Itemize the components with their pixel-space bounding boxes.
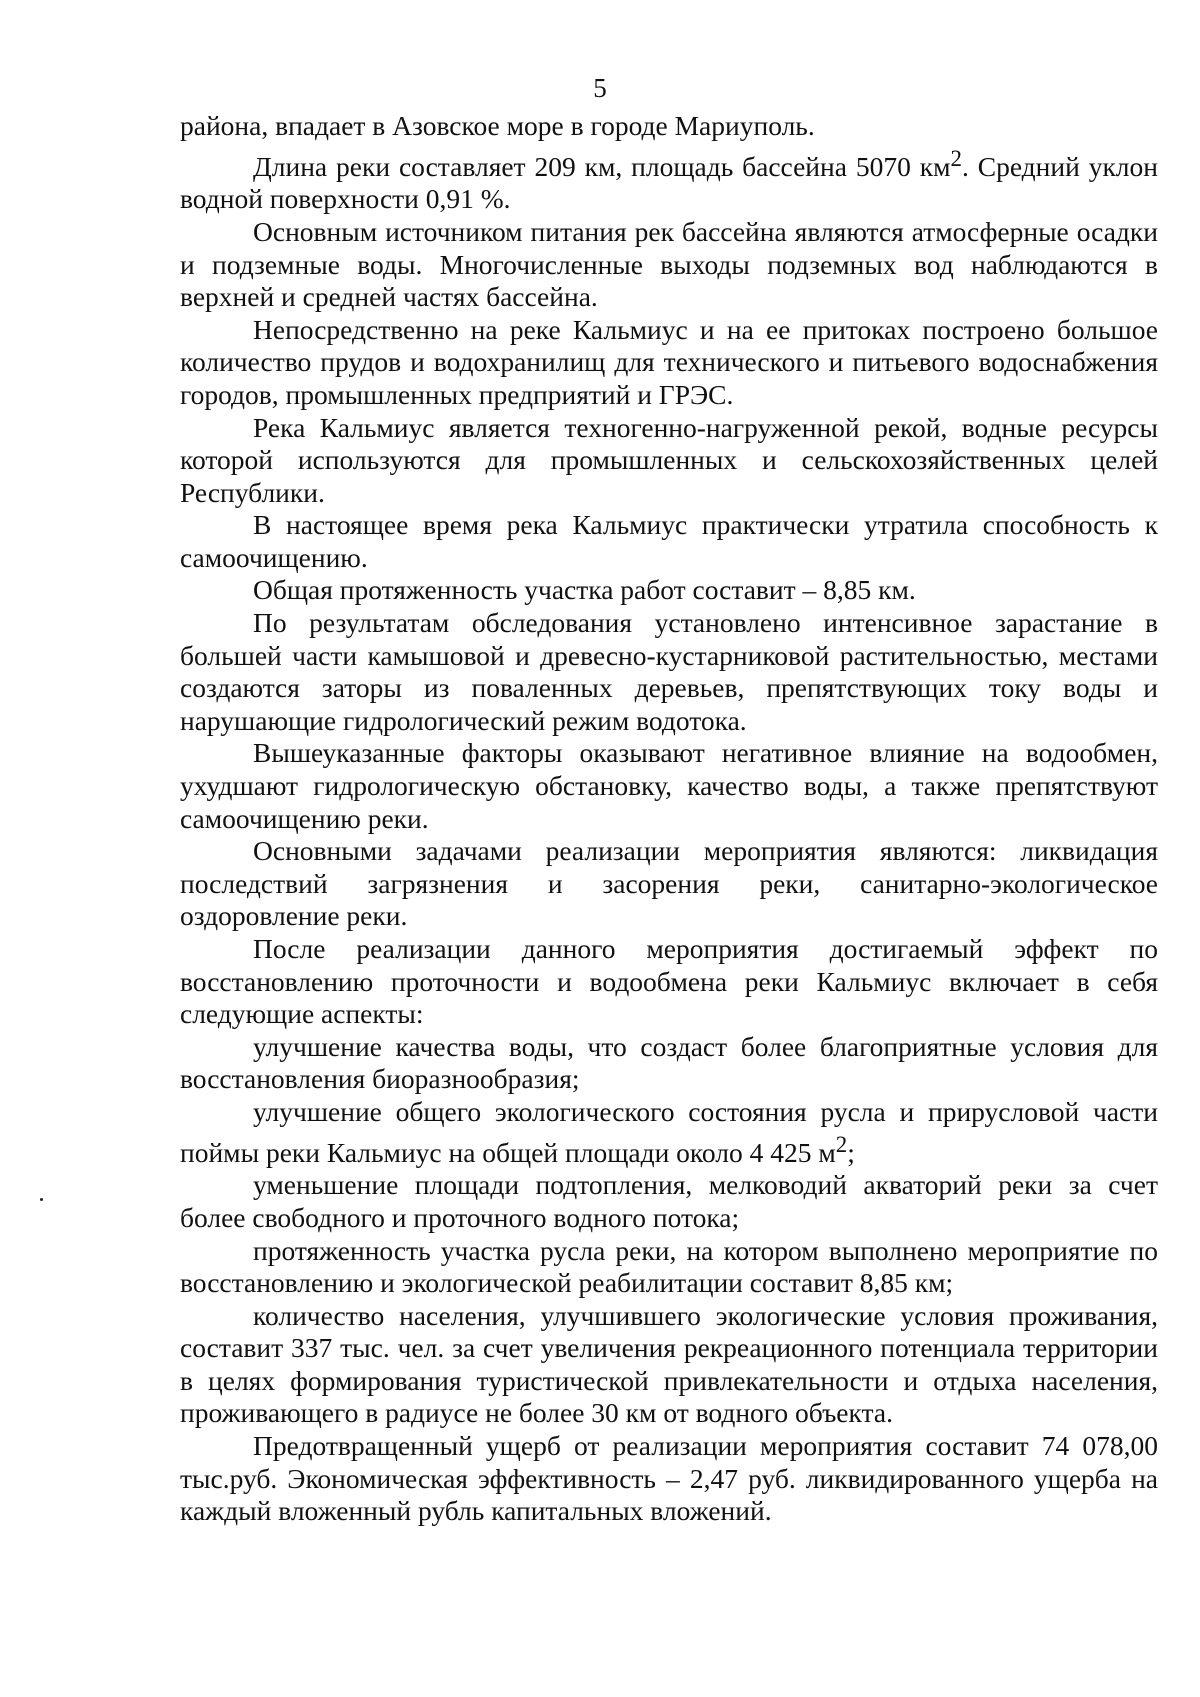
list-item-water-quality: улучшение качества воды, что создаст более благоприятные условия для восстановления биоразнообразия; (180, 1030, 1158, 1095)
paragraph-reservoirs: Непосредственно на реке Кальмиус и на ее притоках построено большое количество прудов и водохранилищ для технического и питьевого водоснабжения городов, промышленных предприятий и ГРЭС. (180, 313, 1158, 410)
paragraph-water-sources: Основным источником питания рек бассейна являются атмосферные осадки и подземные воды. Многочисленные выходы подземных вод наблюдаются в верхней и средней частях бассейна. (180, 215, 1158, 313)
superscript: 2 (835, 1131, 848, 1157)
list-item-population: количество населения, улучшившего экологические условия проживания, составит 337 тыс. чел. за счет увеличения рекреационного потенциала территории в целях формирования туристической привлекательности и отдыха населения, проживающего в радиусе не более 30 км от водного объекта. (180, 1299, 1158, 1429)
paragraph-survey-results: По результатам обследования установлено интенсивное зарастание в большей части камышовой и древесно-кустарниковой растительностью, местами создаются заторы из поваленных деревьев, препятствующих току воды и нарушающие гидрологический режим водотока. (180, 607, 1158, 736)
paragraph-self-purification: В настоящее время река Кальмиус практически утратила способность к самоочищению. (180, 509, 1158, 573)
list-item-flooding-reduction: уменьшение площади подтопления, мелководий акваторий реки за счет более свободного и проточного водного потока; (180, 1169, 1158, 1233)
paragraph-main-tasks: Основными задачами реализации мероприятия являются: ликвидация последствий загрязнения и засорения реки, санитарно-экологическое оздоровление реки. (180, 835, 1158, 932)
paragraph-continuation: района, впадает в Азовское море в городе Мариуполь. (180, 110, 815, 141)
paragraph-technogenic-load: Река Кальмиус является техногенно-нагруженной рекой, водные ресурсы которой используются для промышленных и сельскохозяйственных целей Республики. (180, 411, 1158, 508)
paragraph-river-length: Длина реки составляет 209 км, площадь бассейна 5070 $км^2$. Средний уклон водной поверхности 0,91 %. (180, 145, 1158, 215)
paragraph-negative-factors: Вышеуказанные факторы оказывают негативное влияние на водообмен, ухудшают гидрологическую обстановку, качество воды, а также препятствуют самоочищению реки. (180, 737, 1158, 834)
paragraph-prevented-damage: Предотвращенный ущерб от реализации мероприятия составит 74 078,00 тыс.руб. Экономическая эффективность – 2,47 руб. ликвидированного ущерба на каждый вложенный рубль капитальных вложений. (180, 1430, 1158, 1527)
paragraph-expected-effect: После реализации данного мероприятия достигаемый эффект по восстановлению проточности и водообмена реки Кальмиус включает в себя следующие аспекты: (180, 933, 1158, 1030)
document-body (180, 110, 1158, 1528)
page-number: 5 (593, 73, 607, 103)
paragraph-work-length: Общая протяженность участка работ составит – 8,85 км. (253, 574, 916, 606)
scan-artifact-dot (40, 1198, 43, 1201)
list-item-channel-length: протяженность участка русла реки, на котором выполнено мероприятие по восстановлению и экологической реабилитации составит 8,85 км; (180, 1234, 1158, 1299)
list-item-ecological-state: улучшение общего экологического состояния русла и прирусловой части поймы реки Кальмиус на общей площади около 4 425 $м^2$; (180, 1095, 1158, 1168)
superscript: 2 (950, 145, 962, 171)
